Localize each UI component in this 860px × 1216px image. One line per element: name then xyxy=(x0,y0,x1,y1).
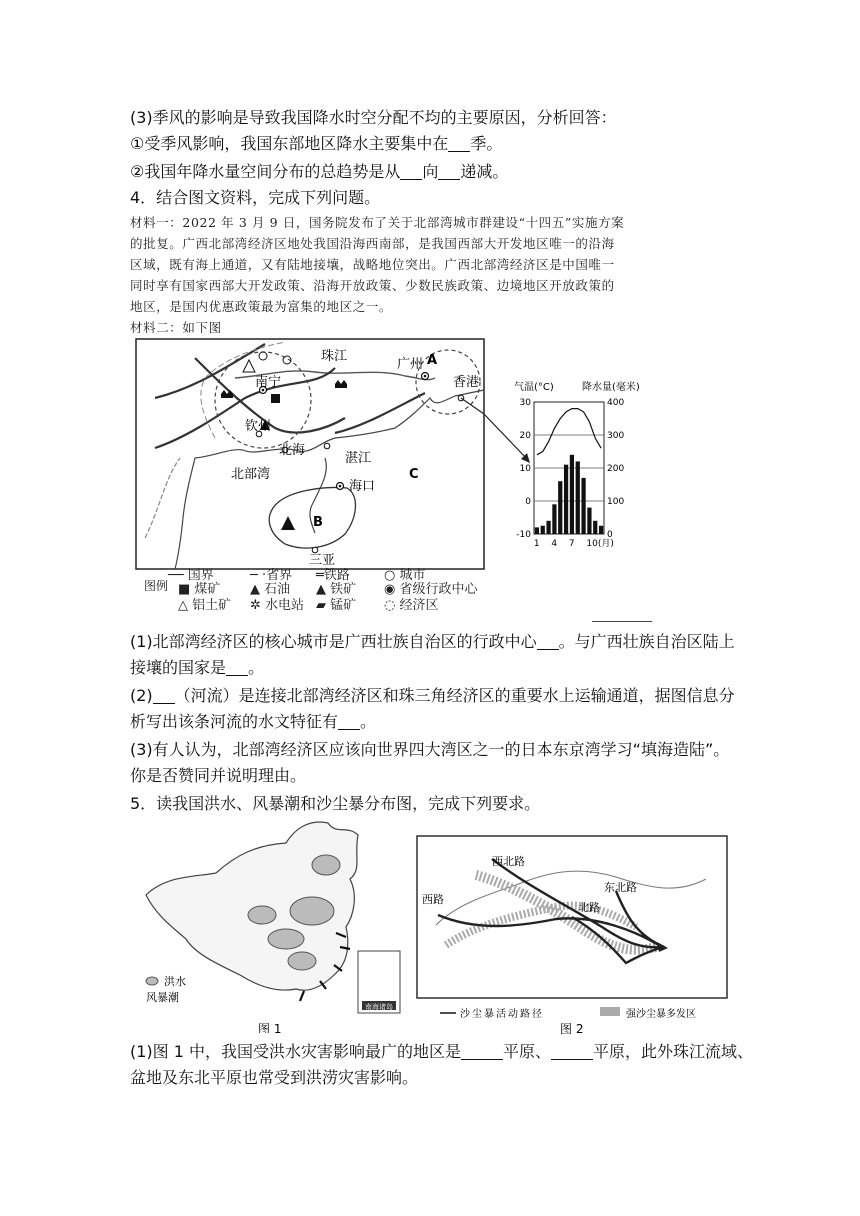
place-label: 钦州 xyxy=(245,419,272,434)
q3-1-suffix: 季。 xyxy=(470,134,503,153)
legend-label: 国界 xyxy=(187,568,214,583)
precip-bar xyxy=(587,508,591,534)
x-tick-label: 4 xyxy=(551,539,558,549)
answer-blank[interactable] xyxy=(551,1042,593,1060)
tick-label-left: 0 xyxy=(525,497,531,507)
q4-1-text-d: 。 xyxy=(248,658,265,677)
answer-blank[interactable] xyxy=(537,632,559,650)
q5-1-text-a: (1)图 1 中，我国受洪水灾害影响最广的地区是 xyxy=(130,1042,462,1061)
precip-bar xyxy=(593,521,597,534)
place-label: 珠江 xyxy=(321,349,348,364)
answer-blank[interactable] xyxy=(400,162,422,180)
place-label: 北海 xyxy=(279,443,306,458)
legend-label: 煤矿 xyxy=(194,582,221,597)
sandstorm-map xyxy=(416,835,728,1035)
y-axis-label-right: 降水量(毫米) xyxy=(582,382,640,393)
material-two: 材料二：如下图 xyxy=(130,320,222,335)
legend-label: 经济区 xyxy=(399,598,439,613)
q3-header: (3)季风的影响是导致我国降水时空分配不均的主要原因，分析回答： xyxy=(130,108,617,127)
beibu-gulf-map xyxy=(135,338,485,572)
precip-bar xyxy=(552,504,556,534)
route-label: 北路 xyxy=(578,901,600,914)
answer-blank[interactable] xyxy=(448,134,470,152)
precip-bar xyxy=(546,521,550,534)
figure-caption: 图 2 xyxy=(560,1022,584,1035)
q3-1 xyxy=(130,132,502,156)
zone-label: B xyxy=(313,515,323,530)
q4-2-text-d: 。 xyxy=(360,712,377,731)
tick-label-right: 0 xyxy=(607,530,613,540)
x-tick-label: 7 xyxy=(568,539,575,549)
q4-2-text-a: (2) xyxy=(130,686,153,705)
place-label: 北部湾 xyxy=(231,467,271,482)
q3-2-mid: 向 xyxy=(422,162,439,181)
route-label: 西路 xyxy=(422,893,444,906)
q4-1-text-c: 接壤的国家是 xyxy=(130,658,227,677)
precip-bar xyxy=(558,481,562,534)
material-line: 同时享有国家西部大开发政策、沿海开放政策、少数民族政策、边境地区开放政策的 xyxy=(130,278,615,293)
q4-1-text-b: 。与广西壮族自治区陆上 xyxy=(558,632,735,651)
precip-bar xyxy=(564,465,568,534)
material-line: 地区，是国内优惠政策最为富集的地区之一。 xyxy=(130,299,393,314)
x-tick-label: 1 xyxy=(533,539,540,549)
route-label: 西北路 xyxy=(492,855,525,868)
precip-bar xyxy=(541,526,545,534)
q5-1-text-c: 平原，此外珠江流域、 xyxy=(593,1042,754,1061)
precip-bar xyxy=(576,461,580,534)
q4-2-line2 xyxy=(130,710,376,734)
underline-decoration xyxy=(592,621,652,622)
tick-label-left: 30 xyxy=(519,398,531,408)
figure-caption: 图 1 xyxy=(258,1022,282,1033)
answer-blank[interactable] xyxy=(338,712,360,730)
tick-label-right: 100 xyxy=(607,497,625,507)
route-label: 东北路 xyxy=(604,881,637,894)
map-legend: 图例 ── 国界 ─ ·省界 ═铁路 ○ 城市 ■ 煤矿 ▲ 石油 ▲ 铁矿 ◉ 省级行政中心 △ 铝土矿 ✲ 水电站 ▰ 锰矿 ◌ 经济区 xyxy=(144,568,478,613)
q5-1-text-b: 平原、 xyxy=(503,1042,552,1061)
q4-1-line2 xyxy=(130,656,264,680)
legend-label: 铁路 xyxy=(323,568,350,583)
zone-label: C xyxy=(409,467,419,482)
q4-title: 4．结合图文资料，完成下列问题。 xyxy=(130,188,381,207)
legend-label: 省级行政中心 xyxy=(399,582,478,597)
q4-1-text: (1)北部湾经济区的核心城市是广西壮族自治区的行政中心 xyxy=(130,632,537,651)
flood-legend-icon xyxy=(146,977,158,985)
material-one xyxy=(130,212,730,317)
q4-3-line1: (3)有人认为，北部湾经济区应该向世界四大湾区之一的日本东京湾学习“填海造陆”。 xyxy=(130,740,730,759)
q4-2-text-c: 析写出该条河流的水文特征有 xyxy=(130,712,339,731)
q4-2-text-b: （河流）是连接北部湾经济区和珠三角经济区的重要水上运输通道，据图信息分 xyxy=(174,686,735,705)
tick-label-left: -10 xyxy=(516,530,531,540)
place-label: 香港 xyxy=(453,375,480,390)
coal-mine-icon xyxy=(271,394,280,403)
place-label: 湛江 xyxy=(345,451,372,466)
answer-blank[interactable] xyxy=(226,658,248,676)
climate-chart xyxy=(510,378,640,553)
inset-label: 南海诸岛 xyxy=(365,1003,393,1011)
q4-1-line1 xyxy=(130,630,735,654)
q5-title: 5．读我国洪水、风暴潮和沙尘暴分布图，完成下列要求。 xyxy=(130,794,541,813)
q3-2-suffix: 递减。 xyxy=(460,162,509,181)
legend-route: 沙尘暴活动路径 xyxy=(460,1009,544,1020)
answer-blank[interactable] xyxy=(153,686,175,704)
tick-label-right: 400 xyxy=(607,398,625,408)
precip-bar xyxy=(599,526,603,534)
place-label: 南宁 xyxy=(255,375,282,390)
material-line: 材料一：2022 年 3 月 9 日，国务院发布了关于北部湾城市群建设“十四五”实施方案 xyxy=(130,215,625,230)
legend-label: 铁矿 xyxy=(330,582,357,597)
q4-2-line1 xyxy=(130,684,735,708)
answer-blank[interactable] xyxy=(461,1042,503,1060)
place-label: 海口 xyxy=(349,479,376,494)
q5-1-line2: 盆地及东北平原也常受到洪涝灾害影响。 xyxy=(130,1068,419,1087)
place-label: 广州 xyxy=(397,357,424,372)
legend-label: 石油 xyxy=(264,582,291,597)
answer-blank[interactable] xyxy=(438,162,460,180)
precip-bar xyxy=(570,455,574,534)
precip-bar xyxy=(581,478,585,534)
y-axis-label-left: 气温(°C) xyxy=(514,382,554,393)
q3-2-text: ②我国年降水量空间分布的总趋势是从 xyxy=(130,162,401,181)
material-line: 的批复。广西北部湾经济区地处我国沿海西南部，是我国西部大开发地区唯一的沿海 xyxy=(130,236,615,251)
zone-label: A xyxy=(427,353,438,368)
q4-3-line2: 你是否赞同并说明理由。 xyxy=(130,766,307,785)
tick-label-left: 20 xyxy=(519,431,531,441)
legend-flood: 洪水 xyxy=(164,975,186,988)
place-label: 三亚 xyxy=(309,553,336,568)
legend-storm: 风暴潮 xyxy=(146,991,179,1004)
material-line: 区域，既有海上通道，又有陆地接壤，战略地位突出。广西北部湾经济区是中国唯一 xyxy=(130,257,615,272)
x-tick-label: 10(月) xyxy=(586,539,614,549)
legend-label: 省界 xyxy=(266,568,293,583)
tick-label-right: 200 xyxy=(607,464,625,474)
q3-2 xyxy=(130,160,508,184)
tick-label-right: 300 xyxy=(607,431,625,441)
legend-title: 图例 xyxy=(144,579,169,593)
legend-label: 铝土矿 xyxy=(192,598,232,613)
legend-label: 锰矿 xyxy=(330,598,357,613)
q5-1-line1 xyxy=(130,1040,753,1064)
legend-label: 水电站 xyxy=(265,598,305,613)
legend-area: 强沙尘暴多发区 xyxy=(626,1009,696,1020)
precip-bar xyxy=(535,527,539,534)
tick-label-left: 10 xyxy=(519,464,531,474)
temperature-line xyxy=(537,409,601,455)
legend-label: 城市 xyxy=(399,568,426,583)
flood-storm-map xyxy=(136,815,408,1033)
q3-1-text: ①受季风影响，我国东部地区降水主要集中在 xyxy=(130,134,449,153)
